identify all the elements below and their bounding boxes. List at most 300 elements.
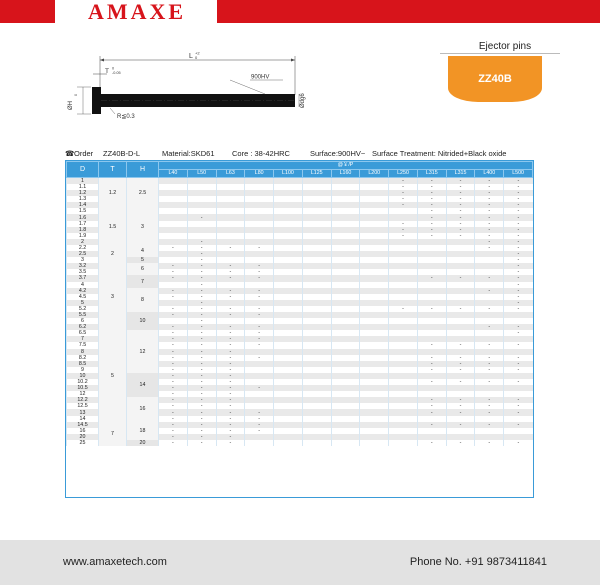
cell-price: - — [389, 306, 418, 312]
cell-price: - — [187, 397, 216, 403]
cell-price: - — [446, 227, 475, 233]
cell-d: 3.2 — [67, 263, 99, 269]
col-header-length: L315 — [417, 170, 446, 178]
cell-price: - — [216, 275, 245, 281]
cell-price: - — [187, 403, 216, 409]
cell-price: - — [159, 263, 188, 269]
cell-price: - — [389, 233, 418, 239]
cell-price: - — [159, 288, 188, 294]
order-phone-icon: ☎ — [65, 149, 75, 158]
cell-price: - — [245, 306, 274, 312]
cell-price: - — [389, 202, 418, 208]
svg-text:0: 0 — [195, 55, 198, 60]
cell-price: - — [187, 367, 216, 373]
cell-price: - — [475, 361, 504, 367]
cell-price: - — [417, 367, 446, 373]
cell-price: - — [446, 342, 475, 348]
cell-price: - — [504, 208, 533, 214]
cell-price: - — [504, 330, 533, 336]
cell-d: 2.2 — [67, 245, 99, 251]
col-header-h: H — [127, 162, 159, 178]
cell-price: - — [216, 263, 245, 269]
svg-text:-0.05: -0.05 — [112, 71, 121, 75]
cell-price: - — [187, 282, 216, 288]
cell-price: - — [475, 355, 504, 361]
col-header-length: L63 — [216, 170, 245, 178]
cell-price: - — [216, 440, 245, 446]
cell-h: 7 — [127, 275, 159, 287]
r-radius-label: R≦0.3 — [117, 114, 135, 120]
cell-d: 10.2 — [67, 379, 99, 385]
cell-price: - — [216, 422, 245, 428]
col-header-length: L125 — [302, 170, 331, 178]
cell-d: 1.4 — [67, 202, 99, 208]
cell-price: - — [446, 184, 475, 190]
cell-d: 2 — [67, 239, 99, 245]
amaxe-logo: AMAXE — [87, 0, 187, 24]
cell-price: - — [475, 342, 504, 348]
title-divider — [440, 53, 560, 54]
cell-price: - — [475, 214, 504, 220]
cell-price: - — [187, 324, 216, 330]
cell-d: 14.5 — [67, 422, 99, 428]
cell-price: - — [504, 178, 533, 185]
cell-price: - — [187, 416, 216, 422]
cell-d: 3.7 — [67, 275, 99, 281]
cell-price: - — [216, 269, 245, 275]
cell-price: - — [245, 245, 274, 251]
cell-price: - — [475, 409, 504, 415]
cell-d: 8.5 — [67, 361, 99, 367]
cell-price: - — [475, 288, 504, 294]
cell-price: - — [245, 294, 274, 300]
cell-price: - — [159, 422, 188, 428]
cell-price: - — [389, 196, 418, 202]
cell-d: 1.8 — [67, 227, 99, 233]
cell-price: - — [504, 294, 533, 300]
cell-price: - — [159, 385, 188, 391]
cell-d: 4.5 — [67, 294, 99, 300]
cell-price: - — [159, 312, 188, 318]
cell-h: 8 — [127, 288, 159, 312]
cell-h: 5 — [127, 257, 159, 263]
t-dimension-label: T — [105, 68, 109, 75]
cell-price: - — [504, 379, 533, 385]
cell-price: - — [187, 257, 216, 263]
cell-price: - — [417, 397, 446, 403]
cell-price: - — [187, 306, 216, 312]
cell-d: 1.9 — [67, 233, 99, 239]
price-header: @￥/P — [159, 162, 533, 170]
cell-price: - — [504, 422, 533, 428]
cell-price: - — [245, 312, 274, 318]
cell-price: - — [245, 416, 274, 422]
cell-price: - — [417, 227, 446, 233]
cell-price: - — [216, 379, 245, 385]
cell-price: - — [504, 275, 533, 281]
cell-price: - — [504, 288, 533, 294]
cell-price: - — [504, 440, 533, 446]
svg-text:+2: +2 — [195, 50, 200, 56]
cell-price: - — [417, 355, 446, 361]
spec-table — [66, 161, 533, 446]
cell-price: - — [159, 367, 188, 373]
cell-d: 5 — [67, 300, 99, 306]
cell-price: - — [504, 306, 533, 312]
cell-price: - — [504, 342, 533, 348]
cell-price: - — [187, 269, 216, 275]
cell-price: - — [475, 245, 504, 251]
cell-d: 1.3 — [67, 196, 99, 202]
cell-price: - — [417, 440, 446, 446]
cell-price: - — [475, 227, 504, 233]
spec-table-wrapper — [65, 160, 534, 498]
material-spec: Material:SKD61 — [162, 149, 215, 158]
cell-price: - — [475, 202, 504, 208]
cell-price: - — [216, 385, 245, 391]
cell-price: - — [187, 373, 216, 379]
cell-price: - — [187, 422, 216, 428]
cell-price: - — [417, 361, 446, 367]
col-header-length: L400 — [475, 170, 504, 178]
cell-price: - — [159, 349, 188, 355]
cell-d: 12.2 — [67, 397, 99, 403]
cell-price: - — [417, 422, 446, 428]
cell-price: - — [187, 355, 216, 361]
cell-price: - — [216, 349, 245, 355]
cell-price: - — [216, 288, 245, 294]
cell-price: - — [187, 391, 216, 397]
cell-price — [274, 440, 303, 446]
cell-price: - — [475, 239, 504, 245]
cell-price: - — [216, 428, 245, 434]
col-header-length: L200 — [360, 170, 389, 178]
cell-d: 1 — [67, 178, 99, 185]
order-code: ZZ40B-D-L — [103, 149, 141, 158]
order-label: Order — [74, 149, 94, 158]
cell-price — [302, 440, 331, 446]
cell-price: - — [187, 349, 216, 355]
cell-price: - — [159, 379, 188, 385]
col-header-length: L100 — [274, 170, 303, 178]
cell-price: - — [446, 202, 475, 208]
cell-price: - — [216, 312, 245, 318]
cell-price: - — [187, 294, 216, 300]
cell-h: 3 — [127, 208, 159, 245]
cell-d: 7.5 — [67, 342, 99, 348]
cell-price: - — [504, 403, 533, 409]
cell-price: - — [504, 221, 533, 227]
cell-price: - — [187, 342, 216, 348]
cell-price: - — [446, 440, 475, 446]
col-header-length: L80 — [245, 170, 274, 178]
cell-price: - — [245, 330, 274, 336]
cell-price: - — [245, 385, 274, 391]
cell-d: 1.1 — [67, 184, 99, 190]
cell-price: - — [446, 196, 475, 202]
cell-price: - — [475, 403, 504, 409]
ejector-pin-drawing — [55, 50, 315, 130]
cell-price: - — [245, 355, 274, 361]
cell-d: 14 — [67, 416, 99, 422]
cell-price: - — [389, 178, 418, 185]
cell-price: - — [475, 422, 504, 428]
cell-d: 1.7 — [67, 221, 99, 227]
cell-price: - — [245, 269, 274, 275]
spec-table-body — [67, 178, 533, 447]
product-code-badge: ZZ40B — [448, 56, 542, 102]
cell-price: - — [159, 306, 188, 312]
cell-price: - — [216, 330, 245, 336]
cell-d: 5.5 — [67, 312, 99, 318]
cell-price: - — [475, 178, 504, 185]
cell-price: - — [417, 208, 446, 214]
pin-head — [92, 87, 101, 114]
cell-price: - — [187, 245, 216, 251]
cell-price: - — [216, 397, 245, 403]
svg-text:0: 0 — [112, 66, 115, 71]
cell-price: - — [417, 379, 446, 385]
cell-price: - — [187, 379, 216, 385]
cell-price: - — [446, 403, 475, 409]
cell-t: 2 — [99, 245, 127, 263]
cell-price: - — [475, 196, 504, 202]
cell-d: 4 — [67, 282, 99, 288]
d-dimension-label: Ødg6 — [300, 93, 306, 108]
col-header-length: L250 — [389, 170, 418, 178]
cell-price: - — [159, 434, 188, 440]
header-red-left — [0, 0, 55, 23]
cell-price: - — [159, 294, 188, 300]
cell-price: - — [216, 373, 245, 379]
cell-price: - — [187, 312, 216, 318]
cell-price: - — [417, 233, 446, 239]
cell-d: 10.5 — [67, 385, 99, 391]
col-header-length: L315 — [446, 170, 475, 178]
cell-h: 18 — [127, 422, 159, 440]
cell-price: - — [417, 196, 446, 202]
cell-d: 25 — [67, 440, 99, 446]
cell-price: - — [504, 214, 533, 220]
cell-price: - — [216, 403, 245, 409]
cell-price: - — [159, 324, 188, 330]
cell-price: - — [417, 306, 446, 312]
cell-price: - — [216, 324, 245, 330]
cell-price: - — [417, 190, 446, 196]
cell-t: 5 — [99, 330, 127, 421]
cell-price: - — [446, 208, 475, 214]
cell-h: 16 — [127, 397, 159, 421]
cell-price: - — [245, 288, 274, 294]
hardness-label: 900HV — [251, 74, 270, 81]
cell-price: - — [159, 373, 188, 379]
cell-price: - — [446, 397, 475, 403]
cell-t: 3 — [99, 263, 127, 330]
cell-d: 2.5 — [67, 251, 99, 257]
cell-d: 4.2 — [67, 288, 99, 294]
cell-price: - — [504, 282, 533, 288]
cell-d: 12.5 — [67, 403, 99, 409]
cell-price: - — [417, 202, 446, 208]
cell-price: - — [446, 233, 475, 239]
website-link[interactable]: www.amaxetech.com — [63, 556, 167, 568]
col-header-length: L500 — [504, 170, 533, 178]
cell-price: - — [159, 403, 188, 409]
cell-price: - — [159, 269, 188, 275]
cell-price: - — [417, 342, 446, 348]
col-header-length: L40 — [159, 170, 188, 178]
cell-price: - — [389, 190, 418, 196]
cell-price: - — [216, 391, 245, 397]
cell-h: 2.5 — [127, 178, 159, 209]
cell-price: - — [417, 221, 446, 227]
cell-d: 3 — [67, 257, 99, 263]
cell-price: - — [216, 361, 245, 367]
cell-price: - — [159, 409, 188, 415]
cell-h: 6 — [127, 263, 159, 275]
l-dimension-label: L — [189, 53, 193, 60]
cell-d: 13 — [67, 409, 99, 415]
cell-price: - — [187, 440, 216, 446]
cell-price — [360, 440, 389, 446]
cell-price: - — [159, 330, 188, 336]
cell-price: - — [187, 428, 216, 434]
cell-price: - — [475, 379, 504, 385]
col-header-d: D — [67, 162, 99, 178]
cell-price: - — [475, 306, 504, 312]
cell-price: - — [159, 336, 188, 342]
surface-treatment-spec: Surface Treatment: Nitrided+Black oxide — [372, 149, 507, 158]
header-red-right — [217, 0, 600, 23]
cell-price: - — [446, 367, 475, 373]
cell-price: - — [159, 342, 188, 348]
cell-price: - — [216, 416, 245, 422]
cell-price: - — [504, 227, 533, 233]
cell-price: - — [187, 336, 216, 342]
cell-price: - — [504, 355, 533, 361]
cell-d: 20 — [67, 434, 99, 440]
cell-price: - — [504, 190, 533, 196]
cell-price: - — [159, 440, 188, 446]
cell-price: - — [504, 245, 533, 251]
cell-price: - — [216, 409, 245, 415]
cell-price: - — [216, 306, 245, 312]
cell-price: - — [187, 288, 216, 294]
cell-price: - — [446, 355, 475, 361]
cell-price: - — [504, 300, 533, 306]
cell-d: 12 — [67, 391, 99, 397]
cell-price: - — [446, 361, 475, 367]
cell-price: - — [475, 397, 504, 403]
cell-d: 10 — [67, 373, 99, 379]
cell-price: - — [187, 251, 216, 257]
col-header-t: T — [99, 162, 127, 178]
cell-price: - — [475, 233, 504, 239]
cell-price: - — [446, 306, 475, 312]
cell-price: - — [389, 221, 418, 227]
cell-price: - — [245, 342, 274, 348]
cell-price: - — [245, 324, 274, 330]
cell-price: - — [475, 190, 504, 196]
cell-price: - — [504, 409, 533, 415]
cell-price: - — [187, 361, 216, 367]
cell-price: - — [504, 269, 533, 275]
cell-price: - — [475, 184, 504, 190]
cell-d: 6 — [67, 318, 99, 324]
cell-price — [245, 440, 274, 446]
cell-price: - — [475, 275, 504, 281]
cell-d: 6.5 — [67, 330, 99, 336]
cell-price: - — [216, 245, 245, 251]
cell-price: - — [159, 391, 188, 397]
cell-price — [389, 440, 418, 446]
cell-price: - — [159, 245, 188, 251]
cell-price: - — [187, 409, 216, 415]
cell-t: 1.2 — [99, 178, 127, 209]
cell-d: 3.5 — [67, 269, 99, 275]
cell-price: - — [187, 330, 216, 336]
cell-h: 4 — [127, 245, 159, 257]
cell-price: - — [446, 409, 475, 415]
cell-price: - — [187, 318, 216, 324]
cell-price: - — [446, 221, 475, 227]
table-row — [67, 440, 533, 446]
cell-price: - — [504, 233, 533, 239]
cell-h: 14 — [127, 373, 159, 397]
cell-price: - — [475, 324, 504, 330]
cell-price: - — [475, 440, 504, 446]
cell-price: - — [504, 251, 533, 257]
cell-price: - — [446, 422, 475, 428]
cell-price: - — [245, 263, 274, 269]
cell-d: 9 — [67, 367, 99, 373]
cell-d: 8 — [67, 349, 99, 355]
svg-text:0: 0 — [74, 94, 78, 96]
cell-price: - — [159, 361, 188, 367]
cell-price: - — [187, 385, 216, 391]
cell-price: - — [417, 214, 446, 220]
h-dimension-label: ØH — [68, 101, 74, 110]
cell-t: 1.5 — [99, 208, 127, 245]
cell-price: - — [504, 324, 533, 330]
cell-price: - — [159, 397, 188, 403]
cell-price: - — [187, 275, 216, 281]
col-header-length: L160 — [331, 170, 360, 178]
cell-price: - — [417, 403, 446, 409]
cell-price: - — [475, 208, 504, 214]
cell-price: - — [446, 214, 475, 220]
phone-number: Phone No. +91 9873411841 — [409, 556, 547, 568]
cell-d: 6.2 — [67, 324, 99, 330]
cell-price: - — [245, 422, 274, 428]
product-title: Ejector pins — [478, 41, 532, 52]
cell-price: - — [417, 409, 446, 415]
cell-d: 7 — [67, 336, 99, 342]
cell-price: - — [504, 202, 533, 208]
cell-price: - — [187, 300, 216, 306]
header-bar — [0, 0, 600, 23]
cell-price: - — [389, 227, 418, 233]
cell-price: - — [187, 214, 216, 220]
cell-d: 5.2 — [67, 306, 99, 312]
cell-price: - — [216, 336, 245, 342]
cell-price: - — [417, 178, 446, 185]
cell-price — [331, 440, 360, 446]
cell-price: - — [446, 275, 475, 281]
cell-price: - — [446, 178, 475, 185]
cell-t: 7 — [99, 422, 127, 446]
cell-price: - — [475, 221, 504, 227]
